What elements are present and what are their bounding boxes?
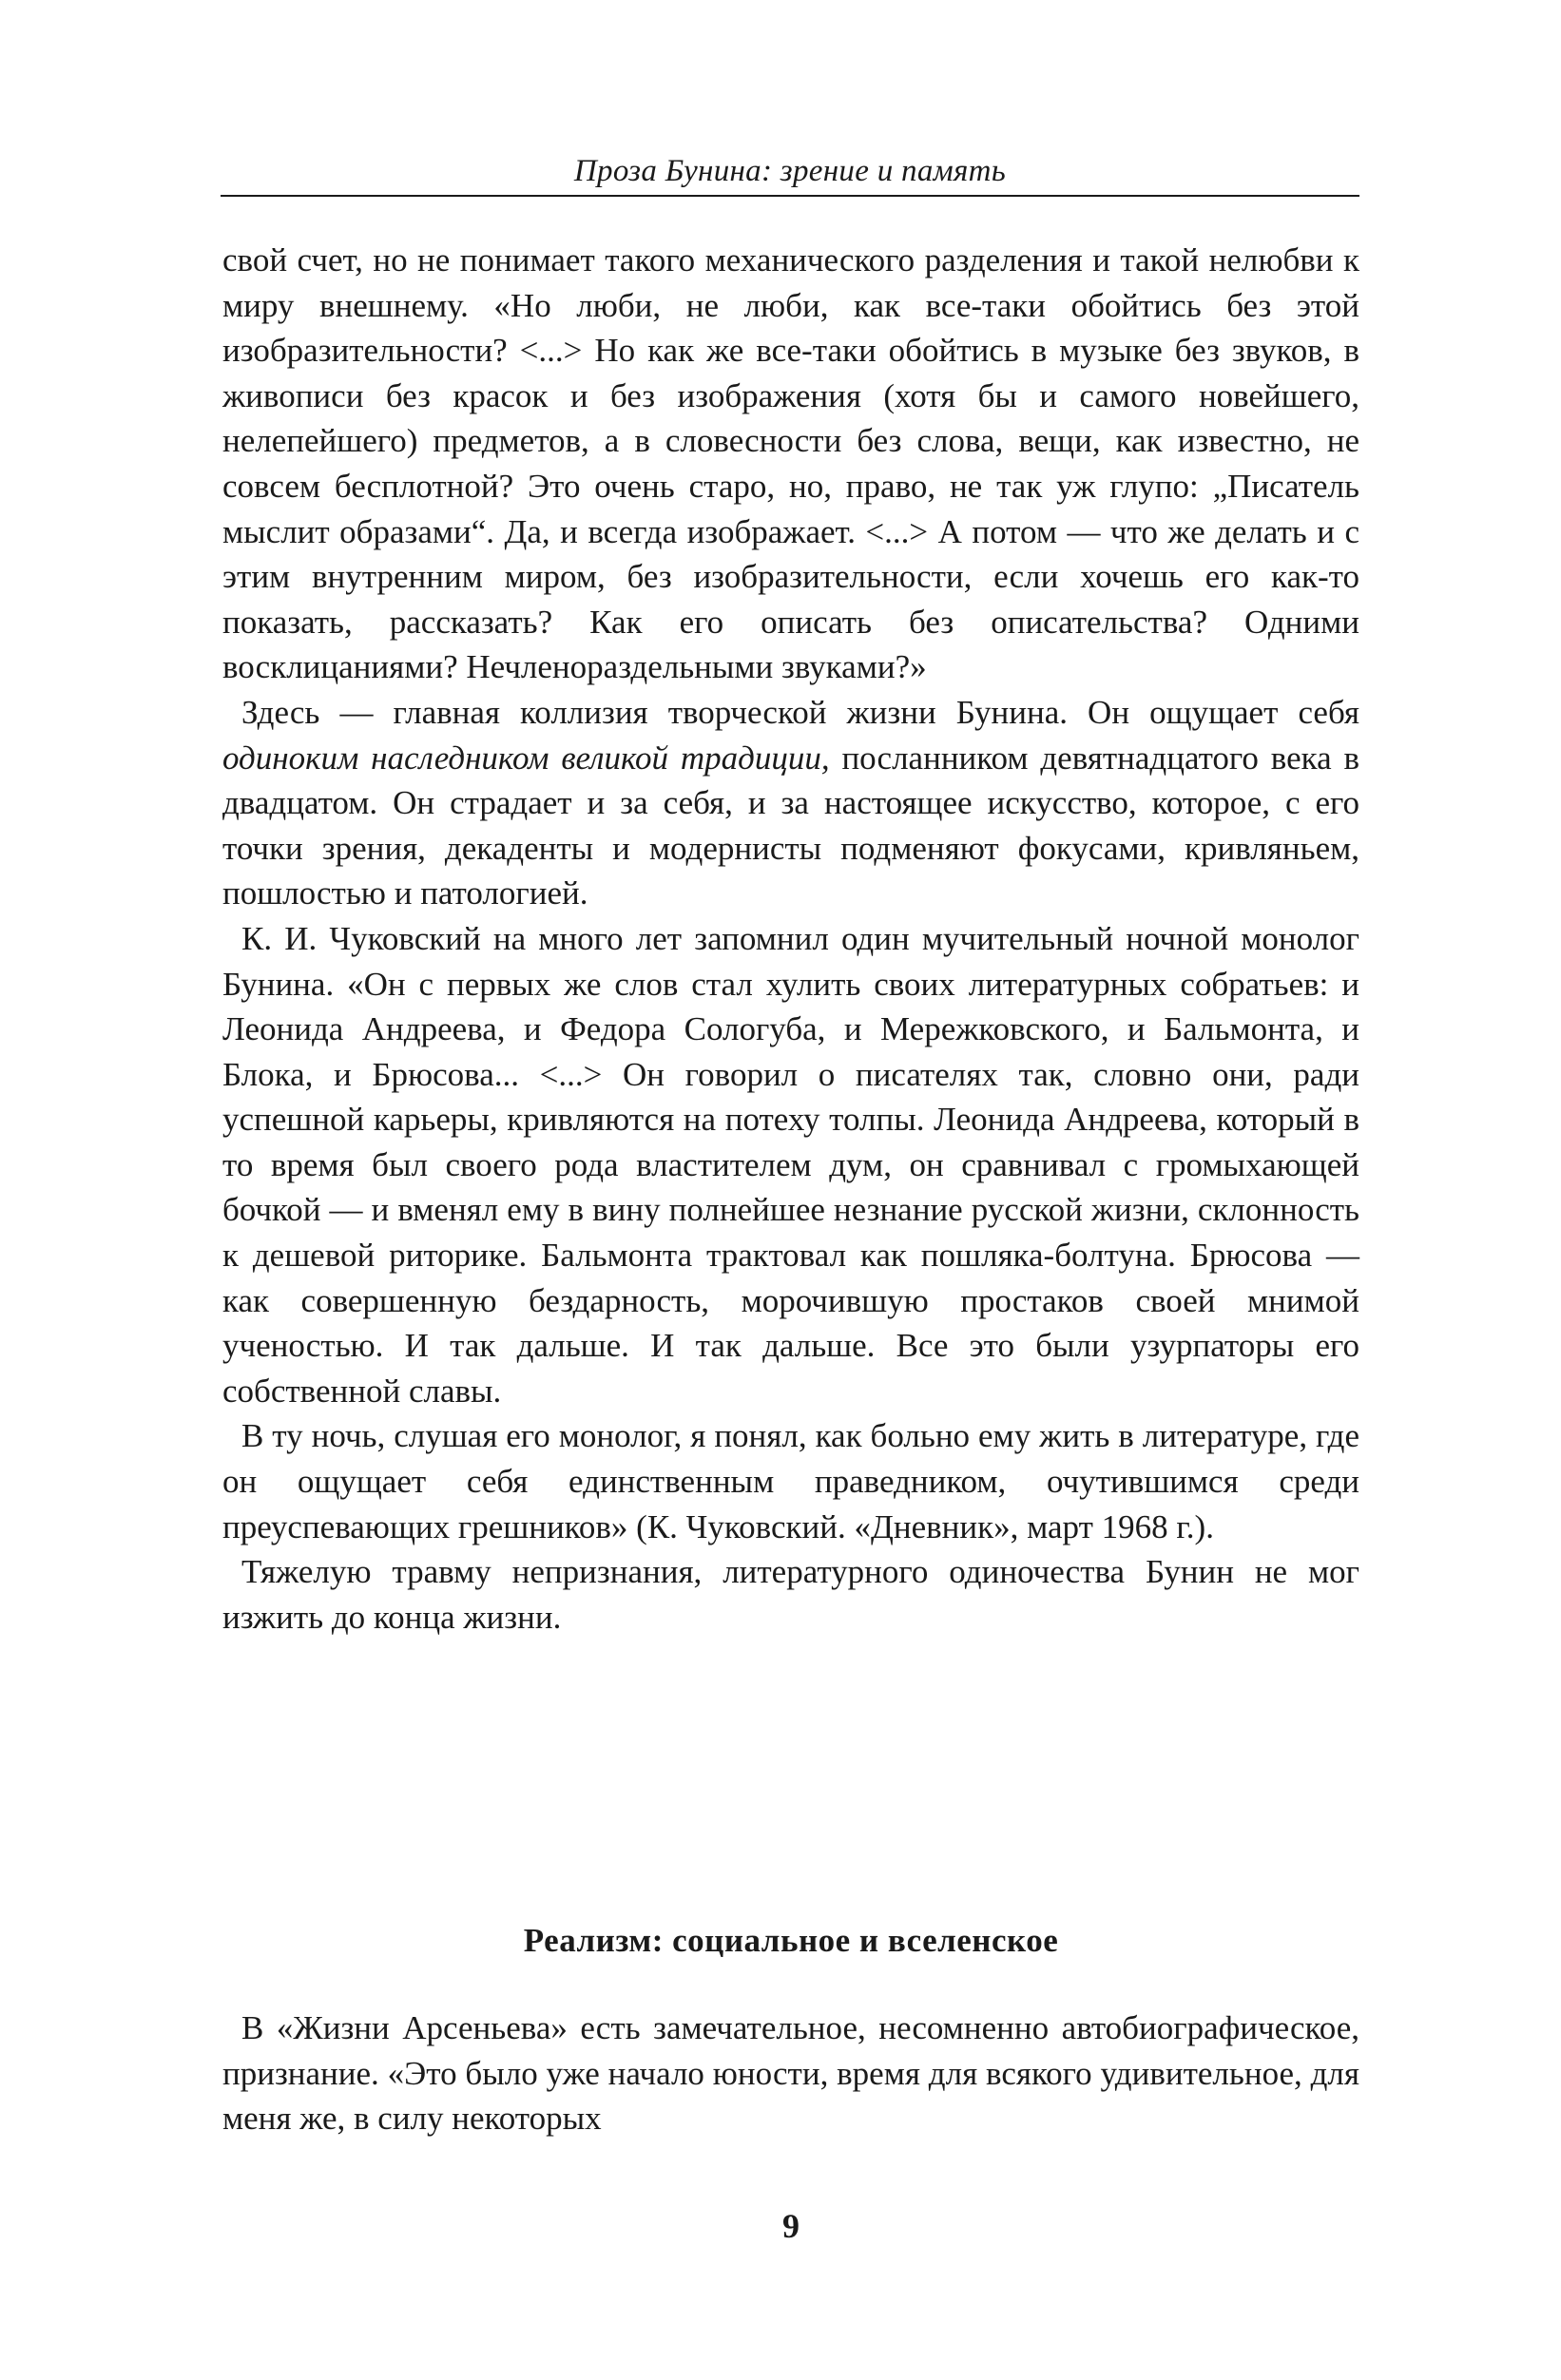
italic-phrase: одиноким наследником великой традиции, xyxy=(222,739,830,777)
header-rule xyxy=(221,195,1359,197)
main-text xyxy=(222,238,1359,1640)
paragraph-continuation: свой счет, но не понимает такого механического разделения и такой нелюбви к миру внешнему. «Но люби, не люби, как все-таки обойтись без этой изобразительности? <...> Но как же все-таки обойтись в музыке без звуков, в живописи без красок и без изображения (хотя бы и самого новейшего, нелепейшего) предметов, а в словесности без слова, вещи, как известно, не совсем бесплотной? Это очень старо, но, право, не так уж глупо: „Писатель мыслит образами“. Да, и всегда изображает. <...> А потом — что же делать и с этим внутренним миром, без изобразительности, если хочешь его как-то показать, рассказать? Как его описать без описательства? Одними восклицаниями? Нечленораздельными звуками?» xyxy=(222,241,1359,686)
paragraph-collision-end: посланником девятнадцатого века в двадцатом. Он страдает и за себя, и за настоящее искусство, которое, с его точки зрения, декаденты и модернисты подменяют фокусами, кривляньем, пошлостью и патологией. xyxy=(222,739,1360,912)
paragraph-collision xyxy=(222,690,1359,916)
paragraph-trauma: Тяжелую травму непризнания, литературного одиночества Бунин не мог изжить до конца жизни. xyxy=(222,1553,1359,1636)
running-head: Проза Бунина: зрение и память xyxy=(573,154,1007,188)
paragraph-arsenyev: В «Жизни Арсеньева» есть замечательное, несомненно автобиографическое, признание. «Это было уже начало юности, время для всякого удивительное, для меня же, в силу некоторых xyxy=(222,2009,1359,2138)
section-text xyxy=(222,2006,1359,2141)
paragraph-night-monologue: В ту ночь, слушая его монолог, я понял, как больно ему жить в литературе, где он ощущает себя единственным праведником, очутившимся среди преуспевающих грешников» (К. Чуковский. «Дневник», март 1968 г.). xyxy=(222,1417,1359,1545)
paragraph-chukovsky: К. И. Чуковский на много лет запомнил один мучительный ночной монолог Бунина. «Он с первых же слов стал хулить своих литературных собратьев: и Леонида Андреева, и Федора Сологуба, и Мережковского, и Бальмонта, и Блока, и Брюсова... <...> Он говорил о писателях так, словно они, ради успешной карьеры, кривляются на потеху толпы. Леонида Андреева, который в то время был своего рода властителем дум, он сравнивал с громыхающей бочкой — и вменял ему в вину полнейшее незнание русской жизни, склонность к дешевой риторике. Бальмонта трактовал как пошляка-болтуна. Брюсова — как совершенную бездарность, морочившую простаков своей мнимой ученостью. И так дальше. И так дальше. Все это были узурпаторы его собственной славы. xyxy=(222,919,1359,1410)
page-number: 9 xyxy=(782,2207,800,2245)
paragraph-collision-start: Здесь — главная коллизия творческой жизни Бунина. Он ощущает себя xyxy=(241,693,1359,731)
section-heading: Реализм: социальное и вселенское xyxy=(523,1922,1059,1959)
